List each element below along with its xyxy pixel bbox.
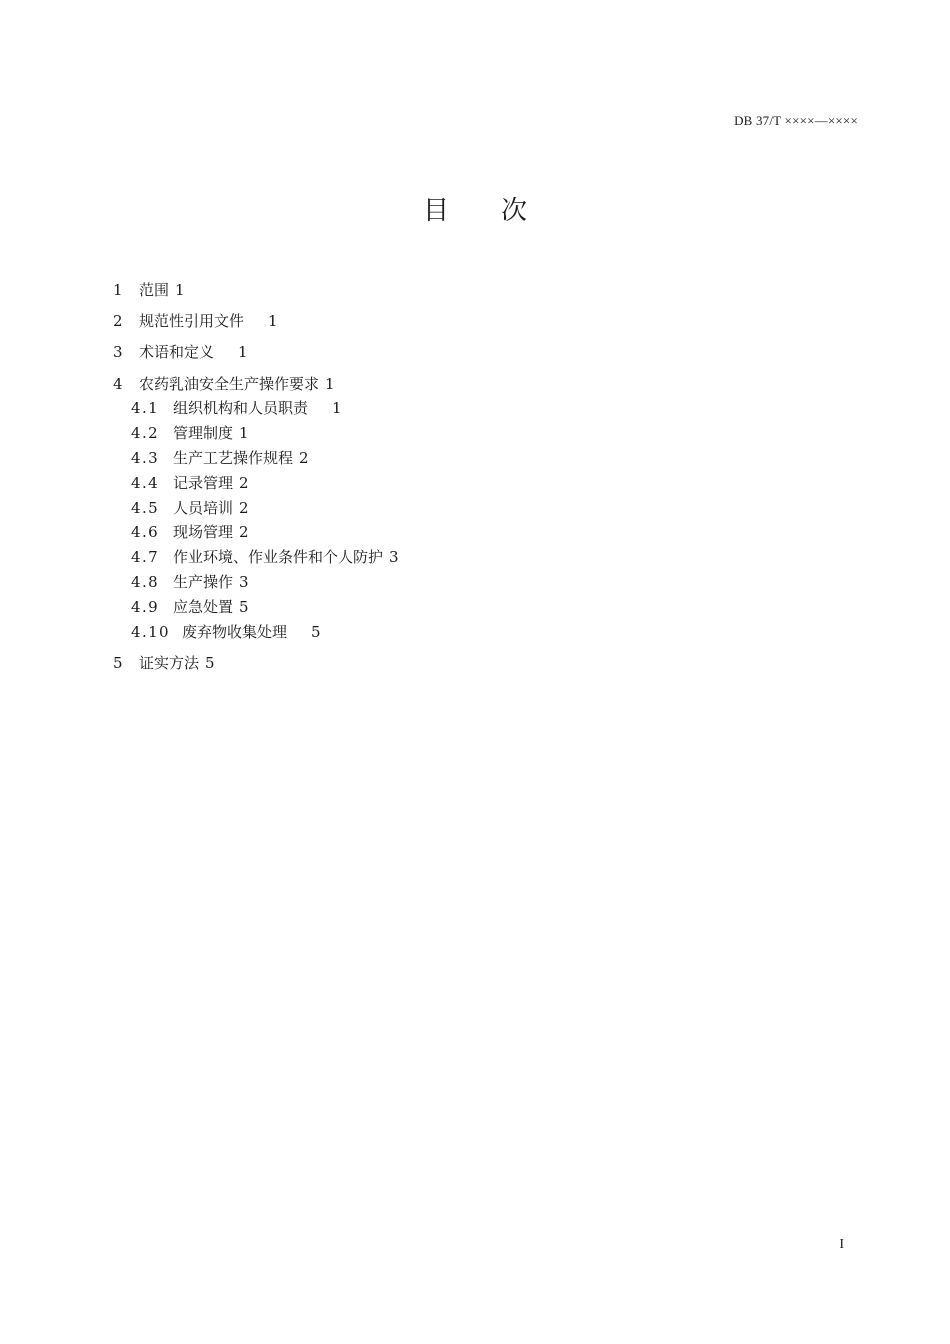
toc-entry-number: 4.4 bbox=[131, 473, 160, 492]
toc-entry-1[interactable] bbox=[113, 278, 813, 303]
toc-entry-number: 4 bbox=[113, 374, 123, 393]
toc-entry-page: 2 bbox=[299, 448, 309, 467]
toc-entry-number: 4.10 bbox=[131, 622, 170, 641]
toc-entry-page: 2 bbox=[239, 498, 249, 517]
toc-entry-page: 1 bbox=[239, 424, 249, 443]
toc-entry-title: 管理制度 bbox=[173, 424, 234, 443]
toc-entry-4-10[interactable] bbox=[113, 620, 813, 645]
page-number: I bbox=[839, 1237, 844, 1252]
toc-entry-page: 1 bbox=[175, 281, 185, 299]
toc-entry-5[interactable] bbox=[113, 651, 813, 676]
toc-entry-title: 记录管理 bbox=[173, 473, 234, 492]
toc-entry-title: 作业环境、作业条件和个人防护 bbox=[173, 548, 384, 567]
toc-title-char-1: 目 bbox=[422, 196, 449, 226]
toc-entry-4-1[interactable] bbox=[113, 396, 813, 421]
toc-entry-number: 3 bbox=[113, 343, 123, 362]
toc-entry-4-7[interactable] bbox=[113, 545, 813, 570]
toc-entry-title: 规范性引用文件 bbox=[139, 312, 245, 331]
toc-entry-4-5[interactable] bbox=[113, 496, 813, 521]
toc-title bbox=[0, 190, 950, 227]
toc-entry-4-2[interactable] bbox=[113, 421, 813, 446]
toc-entry-page: 1 bbox=[268, 312, 278, 331]
toc-entry-number: 4.3 bbox=[131, 448, 160, 467]
toc-entry-4-6[interactable] bbox=[113, 520, 813, 545]
toc-entry-title: 证实方法 bbox=[139, 653, 200, 672]
toc-entry-number: 4.8 bbox=[131, 572, 160, 591]
toc-entry-number: 4.6 bbox=[131, 523, 160, 542]
document-code: DB 37/T ××××—×××× bbox=[734, 113, 858, 128]
toc-entry-page: 2 bbox=[239, 523, 249, 542]
toc-entry-4[interactable] bbox=[113, 372, 813, 397]
toc-entry-page: 5 bbox=[205, 653, 215, 672]
toc-entry-4-9[interactable] bbox=[113, 595, 813, 620]
table-of-contents bbox=[113, 278, 813, 676]
toc-entry-page: 5 bbox=[311, 622, 321, 641]
toc-entry-page: 1 bbox=[325, 374, 335, 393]
toc-entry-number: 4.7 bbox=[131, 548, 160, 567]
toc-entry-number: 4.9 bbox=[131, 597, 160, 616]
toc-entry-number: 4.1 bbox=[131, 399, 160, 418]
toc-entry-page: 3 bbox=[239, 572, 249, 591]
toc-entry-4-8[interactable] bbox=[113, 570, 813, 595]
toc-entry-page: 1 bbox=[238, 343, 248, 362]
toc-entry-number: 5 bbox=[113, 653, 123, 672]
toc-entry-title: 生产工艺操作规程 bbox=[173, 448, 294, 467]
toc-title-char-2: 次 bbox=[501, 196, 528, 226]
toc-entry-2[interactable] bbox=[113, 309, 813, 334]
toc-entry-page: 2 bbox=[239, 473, 249, 492]
toc-entry-4-4[interactable] bbox=[113, 471, 813, 496]
toc-entry-title: 术语和定义 bbox=[139, 343, 215, 362]
toc-entry-title: 农药乳油安全生产操作要求 bbox=[139, 374, 320, 393]
toc-entry-title: 范围 bbox=[139, 281, 170, 299]
toc-entry-title: 现场管理 bbox=[173, 523, 234, 542]
toc-entry-number: 1 bbox=[113, 281, 123, 299]
toc-entry-number: 2 bbox=[113, 312, 123, 331]
toc-entry-title: 废弃物收集处理 bbox=[182, 622, 288, 641]
toc-entry-3[interactable] bbox=[113, 340, 813, 365]
toc-entry-title: 应急处置 bbox=[173, 597, 234, 616]
toc-entry-title: 组织机构和人员职责 bbox=[173, 399, 309, 418]
toc-entry-page: 3 bbox=[389, 548, 399, 567]
toc-entry-title: 人员培训 bbox=[173, 498, 234, 517]
toc-entry-title: 生产操作 bbox=[173, 572, 234, 591]
toc-entry-number: 4.2 bbox=[131, 424, 160, 443]
toc-entry-4-3[interactable] bbox=[113, 446, 813, 471]
toc-entry-page: 5 bbox=[239, 597, 249, 616]
toc-entry-number: 4.5 bbox=[131, 498, 160, 517]
toc-entry-page: 1 bbox=[332, 399, 342, 418]
